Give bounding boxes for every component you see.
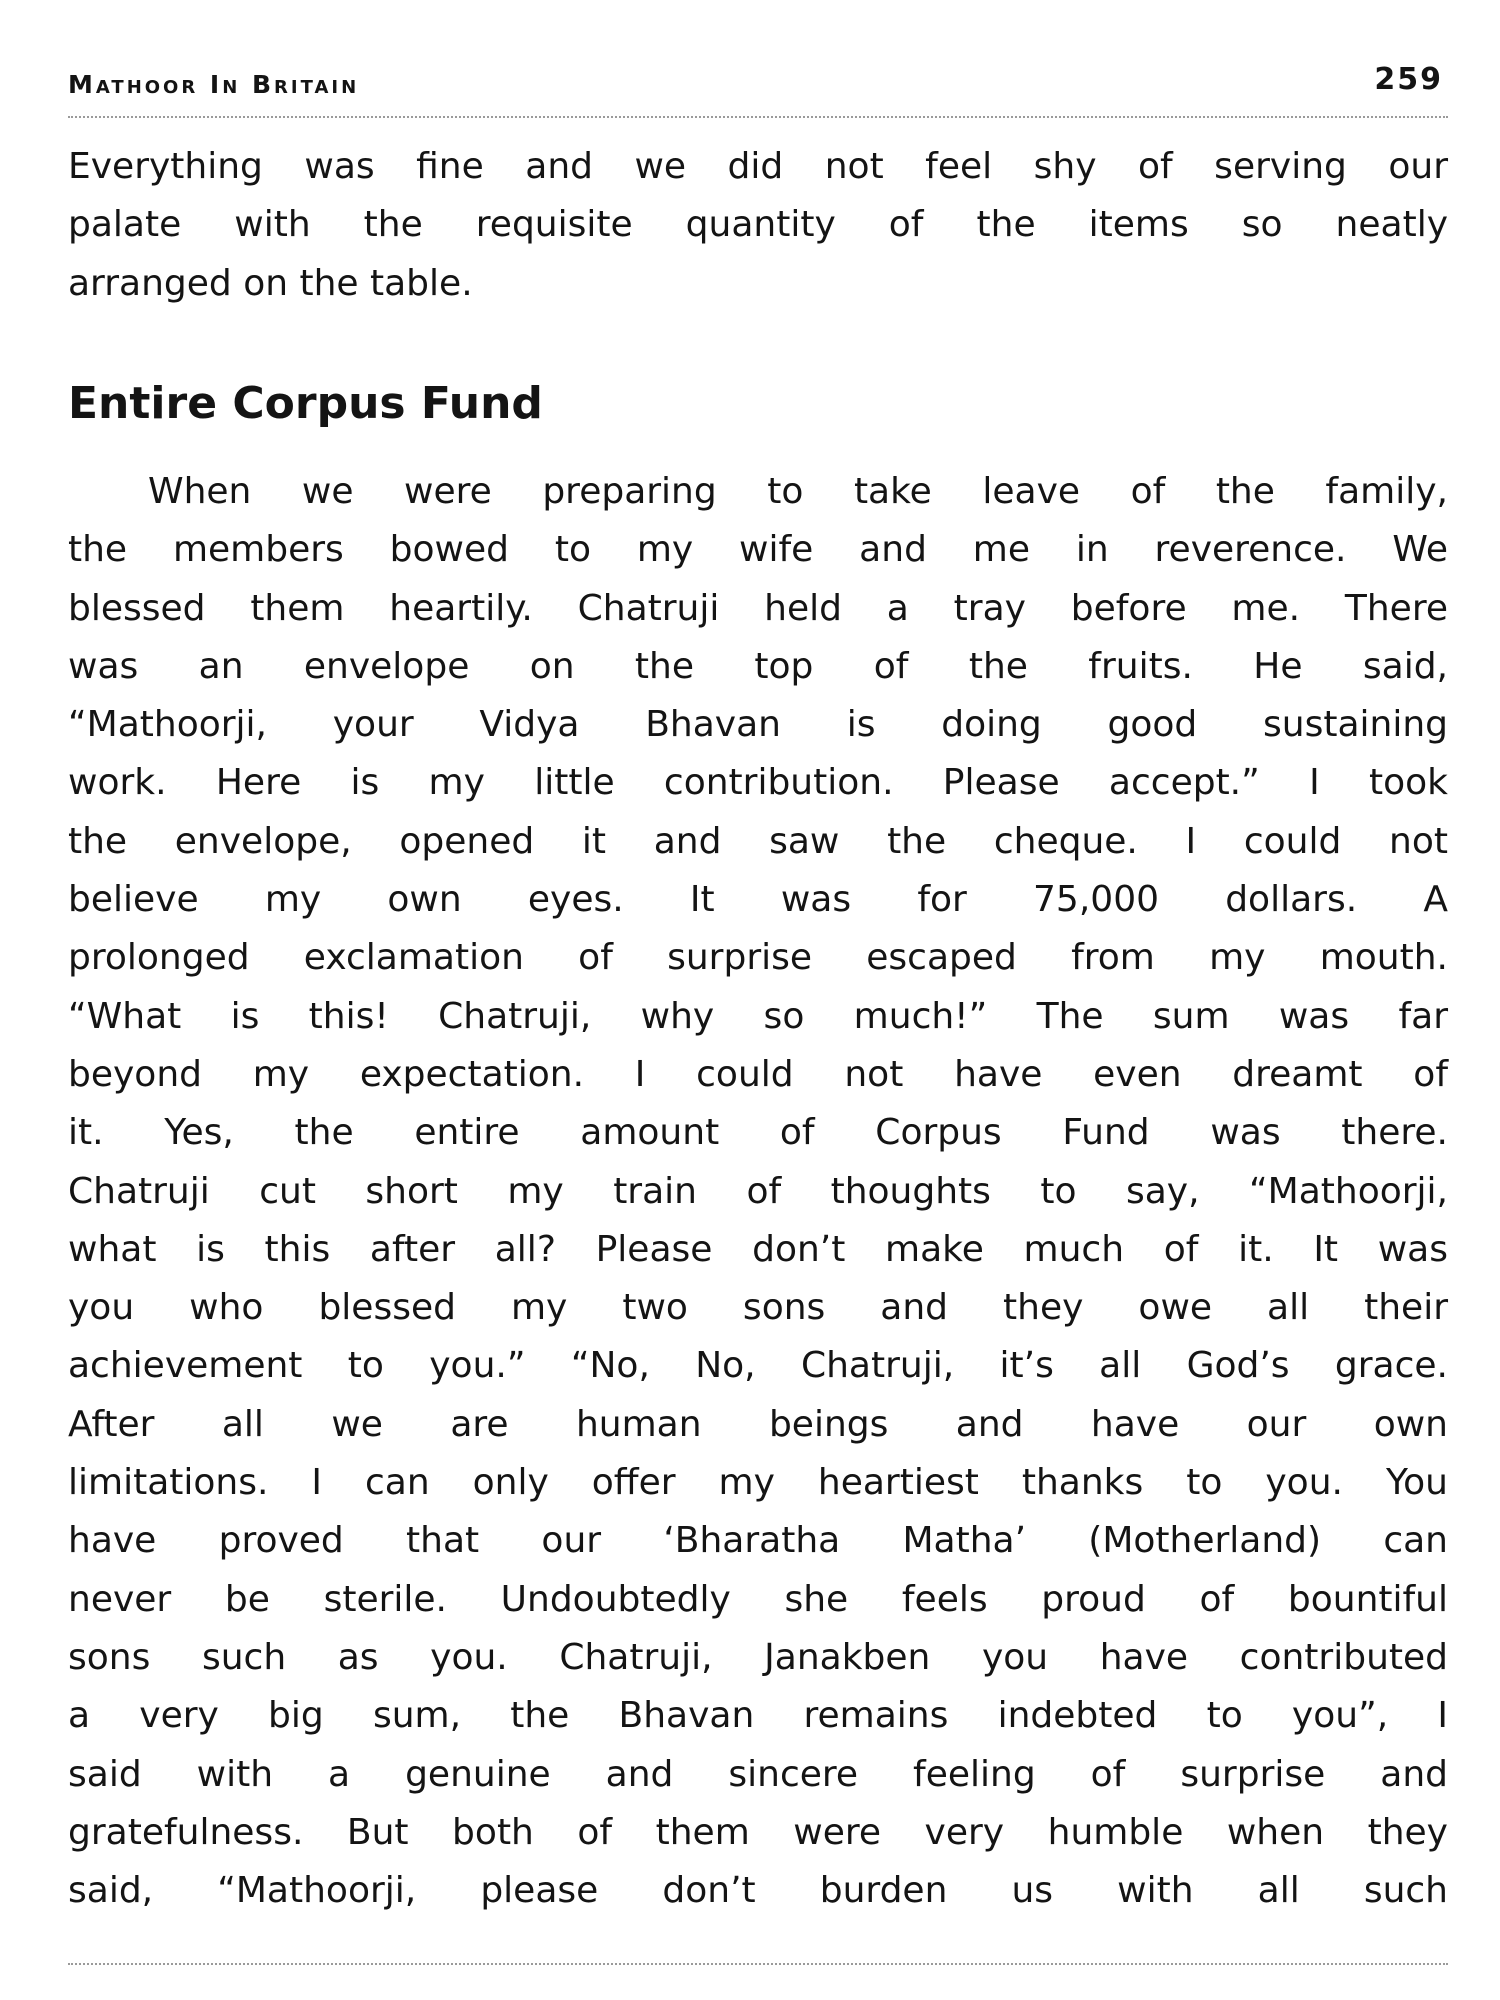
text-line: sons such as you. Chatruji, Janakben you have contributed bbox=[68, 1636, 1448, 1678]
text-line: a very big sum, the Bhavan remains indebted to you”, I bbox=[68, 1695, 1448, 1737]
text-line: beyond my expectation. I could not have even dreamt of bbox=[68, 1053, 1448, 1095]
main-paragraph bbox=[68, 463, 1448, 1920]
text-line: the envelope, opened it and saw the cheque. I could not bbox=[68, 820, 1448, 862]
text-line: was an envelope on the top of the fruits. He said, bbox=[68, 645, 1448, 687]
text-line: Chatruji cut short my train of thoughts to say, “Mathoorji, bbox=[68, 1170, 1448, 1212]
page-number: 259 bbox=[1374, 62, 1443, 97]
text-line: arranged on the table. bbox=[68, 262, 473, 304]
text-line: said, “Mathoorji, please don’t burden us with all such bbox=[68, 1870, 1448, 1912]
text-line: “What is this! Chatruji, why so much!” The sum was far bbox=[68, 995, 1448, 1037]
text-line: you who blessed my two sons and they owe all their bbox=[68, 1287, 1448, 1329]
text-line: the members bowed to my wife and me in reverence. We bbox=[68, 529, 1448, 571]
text-line: limitations. I can only offer my heartiest thanks to you. You bbox=[68, 1462, 1448, 1504]
text-line: said with a genuine and sincere feeling of surprise and bbox=[68, 1753, 1448, 1795]
text-line: work. Here is my little contribution. Please accept.” I took bbox=[68, 762, 1448, 804]
text-line: prolonged exclamation of surprise escaped from my mouth. bbox=[68, 937, 1448, 979]
text-line: “Mathoorji, your Vidya Bhavan is doing good sustaining bbox=[68, 704, 1448, 746]
text-line: never be sterile. Undoubtedly she feels proud of bountiful bbox=[68, 1578, 1448, 1620]
text-line: When we were preparing to take leave of the family, bbox=[148, 471, 1448, 512]
text-line: believe my own eyes. It was for 75,000 dollars. A bbox=[68, 879, 1448, 921]
header-rule bbox=[68, 116, 1448, 118]
text-line: Everything was fine and we did not feel shy of serving our bbox=[68, 146, 1448, 187]
section-heading: Entire Corpus Fund bbox=[68, 378, 543, 429]
text-line: have proved that our ‘Bharatha Matha’ (Motherland) can bbox=[68, 1520, 1448, 1562]
running-head-title: Mathoor In Britain bbox=[68, 70, 360, 99]
opening-paragraph bbox=[68, 138, 1448, 313]
text-line: blessed them heartily. Chatruji held a tray before me. There bbox=[68, 587, 1448, 629]
text-line: achievement to you.” “No, No, Chatruji, it’s all God’s grace. bbox=[68, 1345, 1448, 1387]
footer-rule bbox=[68, 1963, 1448, 1965]
text-line: After all we are human beings and have our own bbox=[68, 1403, 1448, 1445]
text-line: gratefulness. But both of them were very humble when they bbox=[68, 1811, 1448, 1853]
text-line: it. Yes, the entire amount of Corpus Fund was there. bbox=[68, 1112, 1448, 1154]
text-line: palate with the requisite quantity of the items so neatly bbox=[68, 204, 1448, 246]
text-line: what is this after all? Please don’t make much of it. It was bbox=[68, 1228, 1448, 1270]
